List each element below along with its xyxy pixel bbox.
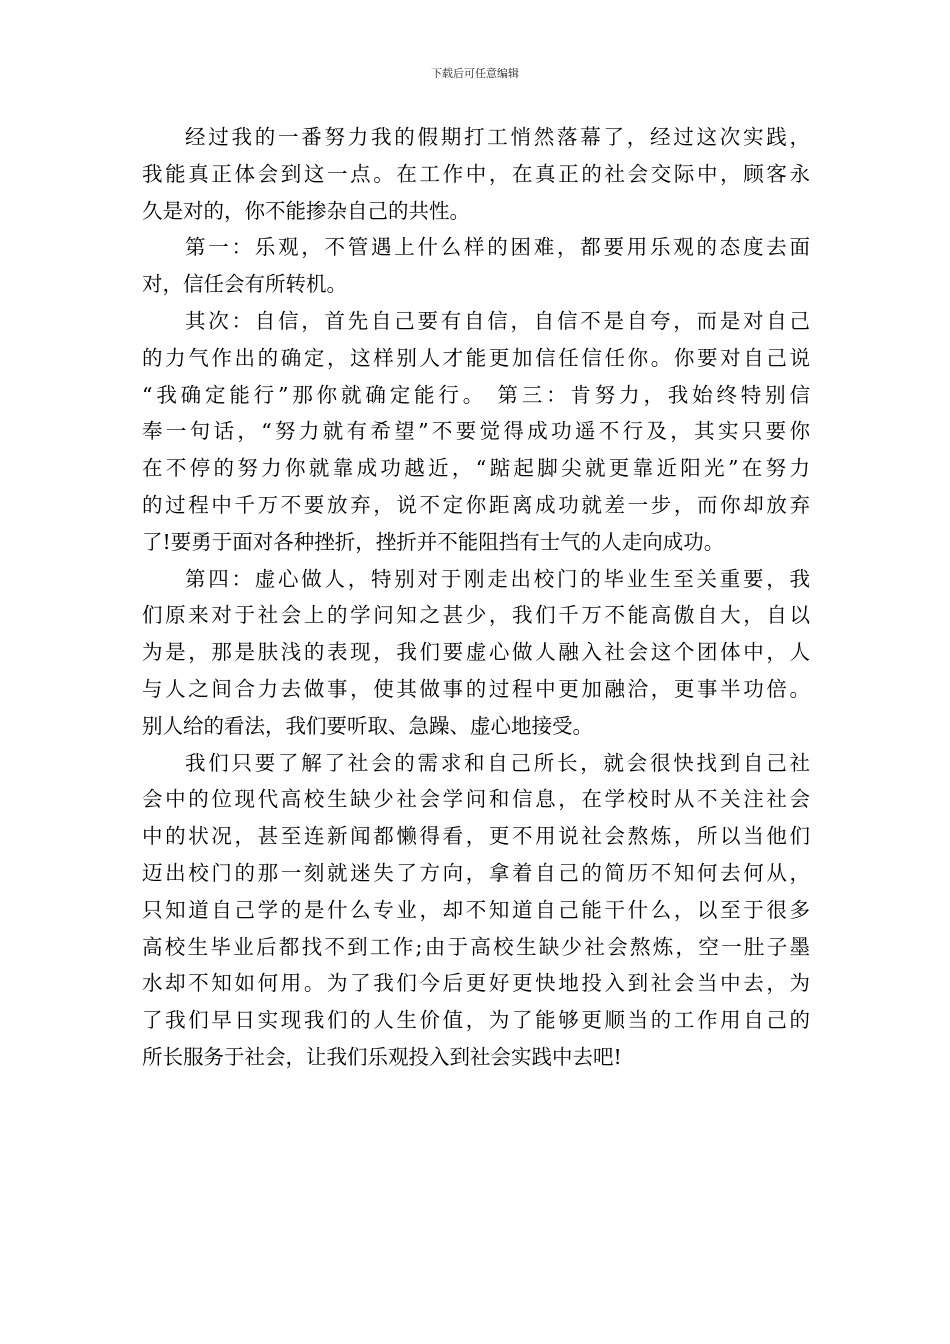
text-line: 所长服务于社会，让我们乐观投入到社会实践中去吧!	[142, 1044, 622, 1069]
text-line: 第一：乐观，不管遇上什么样的困难，都要用乐观的态度去面	[185, 235, 810, 260]
text-line: 与人之间合力去做事，使其做事的过程中更加融洽，更事半功倍。	[142, 676, 810, 701]
text-line: 第四：虚心做人，特别对于刚走出校门的毕业生至关重要，我	[185, 566, 810, 591]
text-line: 别人给的看法，我们要听取、急躁、虚心地接受。	[142, 713, 593, 738]
text-line: 高校生毕业后都找不到工作;由于高校生缺少社会熬炼，空一肚子墨	[142, 934, 810, 959]
text-line: 了!要勇于面对各种挫折，挫折并不能阻挡有士气的人走向成功。	[142, 529, 725, 554]
text-line: 的过程中千万不要放弃，说不定你距离成功就差一步，而你却放弃	[142, 492, 810, 517]
text-line: “我确定能行”那你就确定能行。 第三：肯努力，我始终特别信	[142, 382, 810, 407]
text-line: 久是对的，你不能掺杂自己的共性。	[142, 198, 470, 223]
text-line: 对，信任会有所转机。	[142, 272, 347, 297]
text-line: 奉一句话，“努力就有希望”不要觉得成功遥不行及，其实只要你	[142, 419, 810, 444]
page-header: 下载后可任意编辑	[431, 67, 519, 80]
text-line: 水却不知如何用。为了我们今后更好更快地投入到社会当中去，为	[142, 971, 810, 996]
text-line: 我能真正体会到这一点。在工作中，在真正的社会交际中，顾客永	[142, 161, 810, 186]
text-line: 经过我的一番努力我的假期打工悄然落幕了，经过这次实践，	[185, 125, 810, 149]
document-body	[142, 119, 810, 1076]
text-line: 中的状况，甚至连新闻都懒得看，更不用说社会熬炼，所以当他们	[142, 824, 810, 849]
text-line: 我们只要了解了社会的需求和自己所长，就会很快找到自己社	[185, 750, 810, 775]
text-line: 迈出校门的那一刻就迷失了方向，拿着自己的简历不知何去何从，	[142, 860, 810, 885]
text-line: 们原来对于社会上的学问知之甚少，我们千万不能高傲自大，自以	[142, 603, 810, 628]
text-line: 会中的位现代高校生缺少社会学问和信息，在学校时从不关注社会	[142, 787, 810, 812]
text-line: 在不停的努力你就靠成功越近，“踮起脚尖就更靠近阳光”在努力	[142, 456, 810, 481]
text-line: 为是，那是肤浅的表现，我们要虚心做人融入社会这个团体中，人	[142, 640, 810, 665]
text-line: 只知道自己学的是什么专业，却不知道自己能干什么，以至于很多	[142, 897, 810, 922]
text-line: 其次：自信，首先自己要有自信，自信不是自夸，而是对自己	[185, 308, 810, 333]
text-line: 了我们早日实现我们的人生价值，为了能够更顺当的工作用自己的	[142, 1008, 810, 1033]
text-line: 的力气作出的确定，这样别人才能更加信任信任你。你要对自己说	[142, 345, 810, 370]
